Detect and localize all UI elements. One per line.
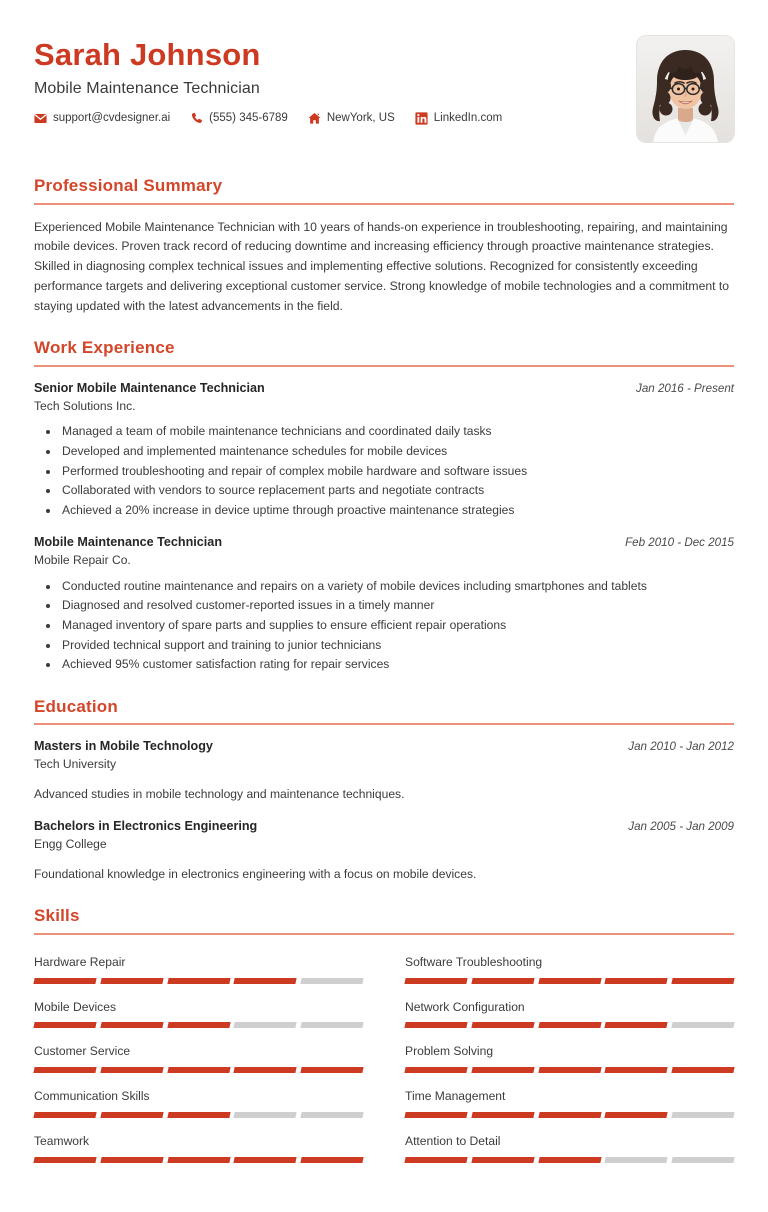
education-entry xyxy=(34,738,734,804)
list-item: • Provided technical support and training to junior technicians xyxy=(60,636,734,656)
skill-level-bar xyxy=(34,978,363,984)
skill-level-segment xyxy=(538,1112,601,1118)
skill-level-segment xyxy=(301,1157,364,1163)
skill-level-segment xyxy=(404,1067,467,1073)
skill-level-segment xyxy=(538,1022,601,1028)
skill-level-segment xyxy=(301,1022,364,1028)
skill-level-segment xyxy=(234,978,297,984)
education-entry-header xyxy=(34,738,734,755)
skill-level-segment xyxy=(234,1022,297,1028)
skill-level-segment xyxy=(672,978,735,984)
skill-level-segment xyxy=(605,1022,668,1028)
contact-text: (555) 345-6789 xyxy=(209,111,288,124)
education-date: Jan 2010 - Jan 2012 xyxy=(628,740,734,754)
skill-level-bar xyxy=(405,1022,734,1028)
experience-entry xyxy=(34,534,734,674)
skill-name: Attention to Detail xyxy=(405,1134,501,1149)
skills-grid xyxy=(34,948,734,1173)
skill-name: Teamwork xyxy=(34,1134,90,1149)
skill-level-bar xyxy=(34,1022,363,1028)
experience-organization: Mobile Repair Co. xyxy=(34,553,131,568)
header-job-title: Mobile Maintenance Technician xyxy=(34,79,260,97)
skill-name: Customer Service xyxy=(34,1044,131,1059)
skill-level-segment xyxy=(100,1067,163,1073)
contact-text: support@cvdesigner.ai xyxy=(53,111,171,124)
skill-name: Network Configuration xyxy=(405,999,525,1014)
skill-level-segment xyxy=(605,1157,668,1163)
skill-level-bar xyxy=(405,1157,734,1163)
skill-level-bar xyxy=(34,1157,363,1163)
skill-level-segment xyxy=(538,1067,601,1073)
skill-level-segment xyxy=(234,1112,297,1118)
skill-level-segment xyxy=(301,1067,364,1073)
skill-level-segment xyxy=(672,1157,735,1163)
contact-linkedin[interactable] xyxy=(415,112,502,125)
skill-level-segment xyxy=(538,978,601,984)
skill-item xyxy=(405,1082,734,1127)
skill-item xyxy=(34,1127,363,1172)
profile-photo xyxy=(637,36,734,142)
section-divider xyxy=(34,933,734,935)
skill-item xyxy=(34,948,363,993)
education-degree: Bachelors in Electronics Engineering xyxy=(34,819,258,834)
education-institution: Tech University xyxy=(34,757,116,772)
section-work-experience xyxy=(34,338,734,674)
experience-entry xyxy=(34,380,734,520)
skill-name: Hardware Repair xyxy=(34,954,126,969)
skill-level-segment xyxy=(471,1067,534,1073)
resume-header xyxy=(34,36,734,142)
skill-level-segment xyxy=(605,1067,668,1073)
education-date: Jan 2005 - Jan 2009 xyxy=(628,820,734,834)
list-item: • Managed a team of mobile maintenance technicians and coordinated daily tasks xyxy=(60,422,734,442)
list-item: • Managed inventory of spare parts and supplies to ensure efficient repair operations xyxy=(60,616,734,636)
skill-level-segment xyxy=(167,978,230,984)
education-description: Advanced studies in mobile technology and maintenance techniques. xyxy=(34,786,405,801)
page-title: Sarah Johnson xyxy=(34,37,261,72)
summary-text: Experienced Mobile Maintenance Technician with 10 years of hands-on experience in troubleshooting, repairing, and maintaining mobile devices. Proven track record of reducing downtime and increasing efficiency through proactive maintenance strategies. Skilled in diagnosing complex technical issues and implementing effective solutions. Recognized for consistently exceeding performance targets and delivering exceptional customer service. Strong knowledge of mobile technologies and a commitment to staying updated with the latest advancements in the field. xyxy=(34,219,730,313)
skill-name: Problem Solving xyxy=(405,1044,494,1059)
experience-entry-header xyxy=(34,380,734,397)
skill-level-segment xyxy=(605,978,668,984)
list-item: • Conducted routine maintenance and repairs on a variety of mobile devices including smartphones and tablets xyxy=(60,577,734,597)
header-identity xyxy=(34,36,637,125)
section-professional-summary xyxy=(34,176,734,316)
avatar xyxy=(637,36,734,142)
skill-level-segment xyxy=(471,978,534,984)
envelope-icon xyxy=(34,112,47,125)
contact-email[interactable] xyxy=(34,112,170,125)
skill-level-bar xyxy=(34,1112,363,1118)
skill-name: Communication Skills xyxy=(34,1089,150,1104)
skill-item xyxy=(405,1037,734,1082)
skill-name: Time Management xyxy=(405,1089,506,1104)
skill-level-segment xyxy=(605,1112,668,1118)
education-list xyxy=(34,738,734,884)
skill-level-segment xyxy=(404,1157,467,1163)
skill-level-bar xyxy=(405,1067,734,1073)
experience-date: Jan 2016 - Present xyxy=(636,381,734,395)
list-item: • Collaborated with vendors to source replacement parts and negotiate contracts xyxy=(60,481,734,501)
contact-list xyxy=(34,112,637,125)
skill-level-segment xyxy=(471,1157,534,1163)
section-title-education: Education xyxy=(34,696,118,716)
experience-list xyxy=(34,380,734,675)
list-item: • Achieved a 20% increase in device uptime through proactive maintenance strategies xyxy=(60,501,734,521)
contact-text: NewYork, US xyxy=(326,111,395,124)
skill-level-segment xyxy=(234,1067,297,1073)
skill-level-segment xyxy=(100,1112,163,1118)
skill-level-segment xyxy=(301,978,364,984)
section-divider xyxy=(34,203,734,205)
skill-level-segment xyxy=(672,1022,735,1028)
skill-level-segment xyxy=(404,1022,467,1028)
skill-level-segment xyxy=(167,1157,230,1163)
list-item: • Diagnosed and resolved customer-reported issues in a timely manner xyxy=(60,596,734,616)
education-description: Foundational knowledge in electronics engineering with a focus on mobile devices. xyxy=(34,866,477,881)
skill-level-segment xyxy=(33,1157,96,1163)
skill-item xyxy=(405,1127,734,1172)
experience-entry-header xyxy=(34,534,734,551)
experience-date: Feb 2010 - Dec 2015 xyxy=(625,536,734,550)
skill-item xyxy=(405,993,734,1038)
linkedin-icon xyxy=(415,112,428,125)
home-icon xyxy=(308,112,321,125)
skill-level-segment xyxy=(100,1022,163,1028)
skill-level-segment xyxy=(33,1112,96,1118)
section-skills xyxy=(34,906,734,1172)
experience-role: Mobile Maintenance Technician xyxy=(34,535,223,550)
skill-level-segment xyxy=(167,1022,230,1028)
education-entry xyxy=(34,818,734,884)
skill-level-segment xyxy=(100,978,163,984)
skill-item xyxy=(405,948,734,993)
skill-level-segment xyxy=(234,1157,297,1163)
skill-item xyxy=(34,1037,363,1082)
skill-level-segment xyxy=(167,1067,230,1073)
skill-level-segment xyxy=(33,1022,96,1028)
contact-phone[interactable] xyxy=(190,112,288,125)
skill-level-bar xyxy=(405,1112,734,1118)
skill-name: Mobile Devices xyxy=(34,999,116,1014)
section-education xyxy=(34,697,734,884)
skill-level-segment xyxy=(404,1112,467,1118)
section-title-skills: Skills xyxy=(34,906,80,926)
skill-name: Software Troubleshooting xyxy=(405,954,543,969)
contact-location[interactable] xyxy=(308,112,395,125)
skill-level-segment xyxy=(471,1112,534,1118)
skill-level-segment xyxy=(33,1067,96,1073)
skill-level-segment xyxy=(100,1157,163,1163)
skill-level-segment xyxy=(301,1112,364,1118)
list-item: • Developed and implemented maintenance schedules for mobile devices xyxy=(60,442,734,462)
skill-level-segment xyxy=(672,1067,735,1073)
section-title-experience: Work Experience xyxy=(34,338,175,358)
experience-organization: Tech Solutions Inc. xyxy=(34,398,136,413)
experience-bullets xyxy=(34,577,734,675)
section-divider xyxy=(34,723,734,725)
experience-role: Senior Mobile Maintenance Technician xyxy=(34,380,265,395)
skill-level-segment xyxy=(167,1112,230,1118)
education-institution: Engg College xyxy=(34,837,107,852)
list-item: • Achieved 95% customer satisfaction rating for repair services xyxy=(60,655,734,675)
education-degree: Masters in Mobile Technology xyxy=(34,739,213,754)
skill-level-segment xyxy=(538,1157,601,1163)
skill-level-segment xyxy=(672,1112,735,1118)
skill-level-bar xyxy=(405,978,734,984)
education-entry-header xyxy=(34,818,734,835)
skill-item xyxy=(34,1082,363,1127)
experience-bullets xyxy=(34,422,734,520)
section-divider xyxy=(34,365,734,367)
skill-item xyxy=(34,993,363,1038)
contact-text: LinkedIn.com xyxy=(433,111,503,124)
phone-icon xyxy=(190,112,203,125)
skill-level-segment xyxy=(404,978,467,984)
skill-level-bar xyxy=(34,1067,363,1073)
section-title-summary: Professional Summary xyxy=(34,176,223,195)
list-item: • Performed troubleshooting and repair of complex mobile hardware and software issues xyxy=(60,462,734,482)
skill-level-segment xyxy=(33,978,96,984)
skill-level-segment xyxy=(471,1022,534,1028)
